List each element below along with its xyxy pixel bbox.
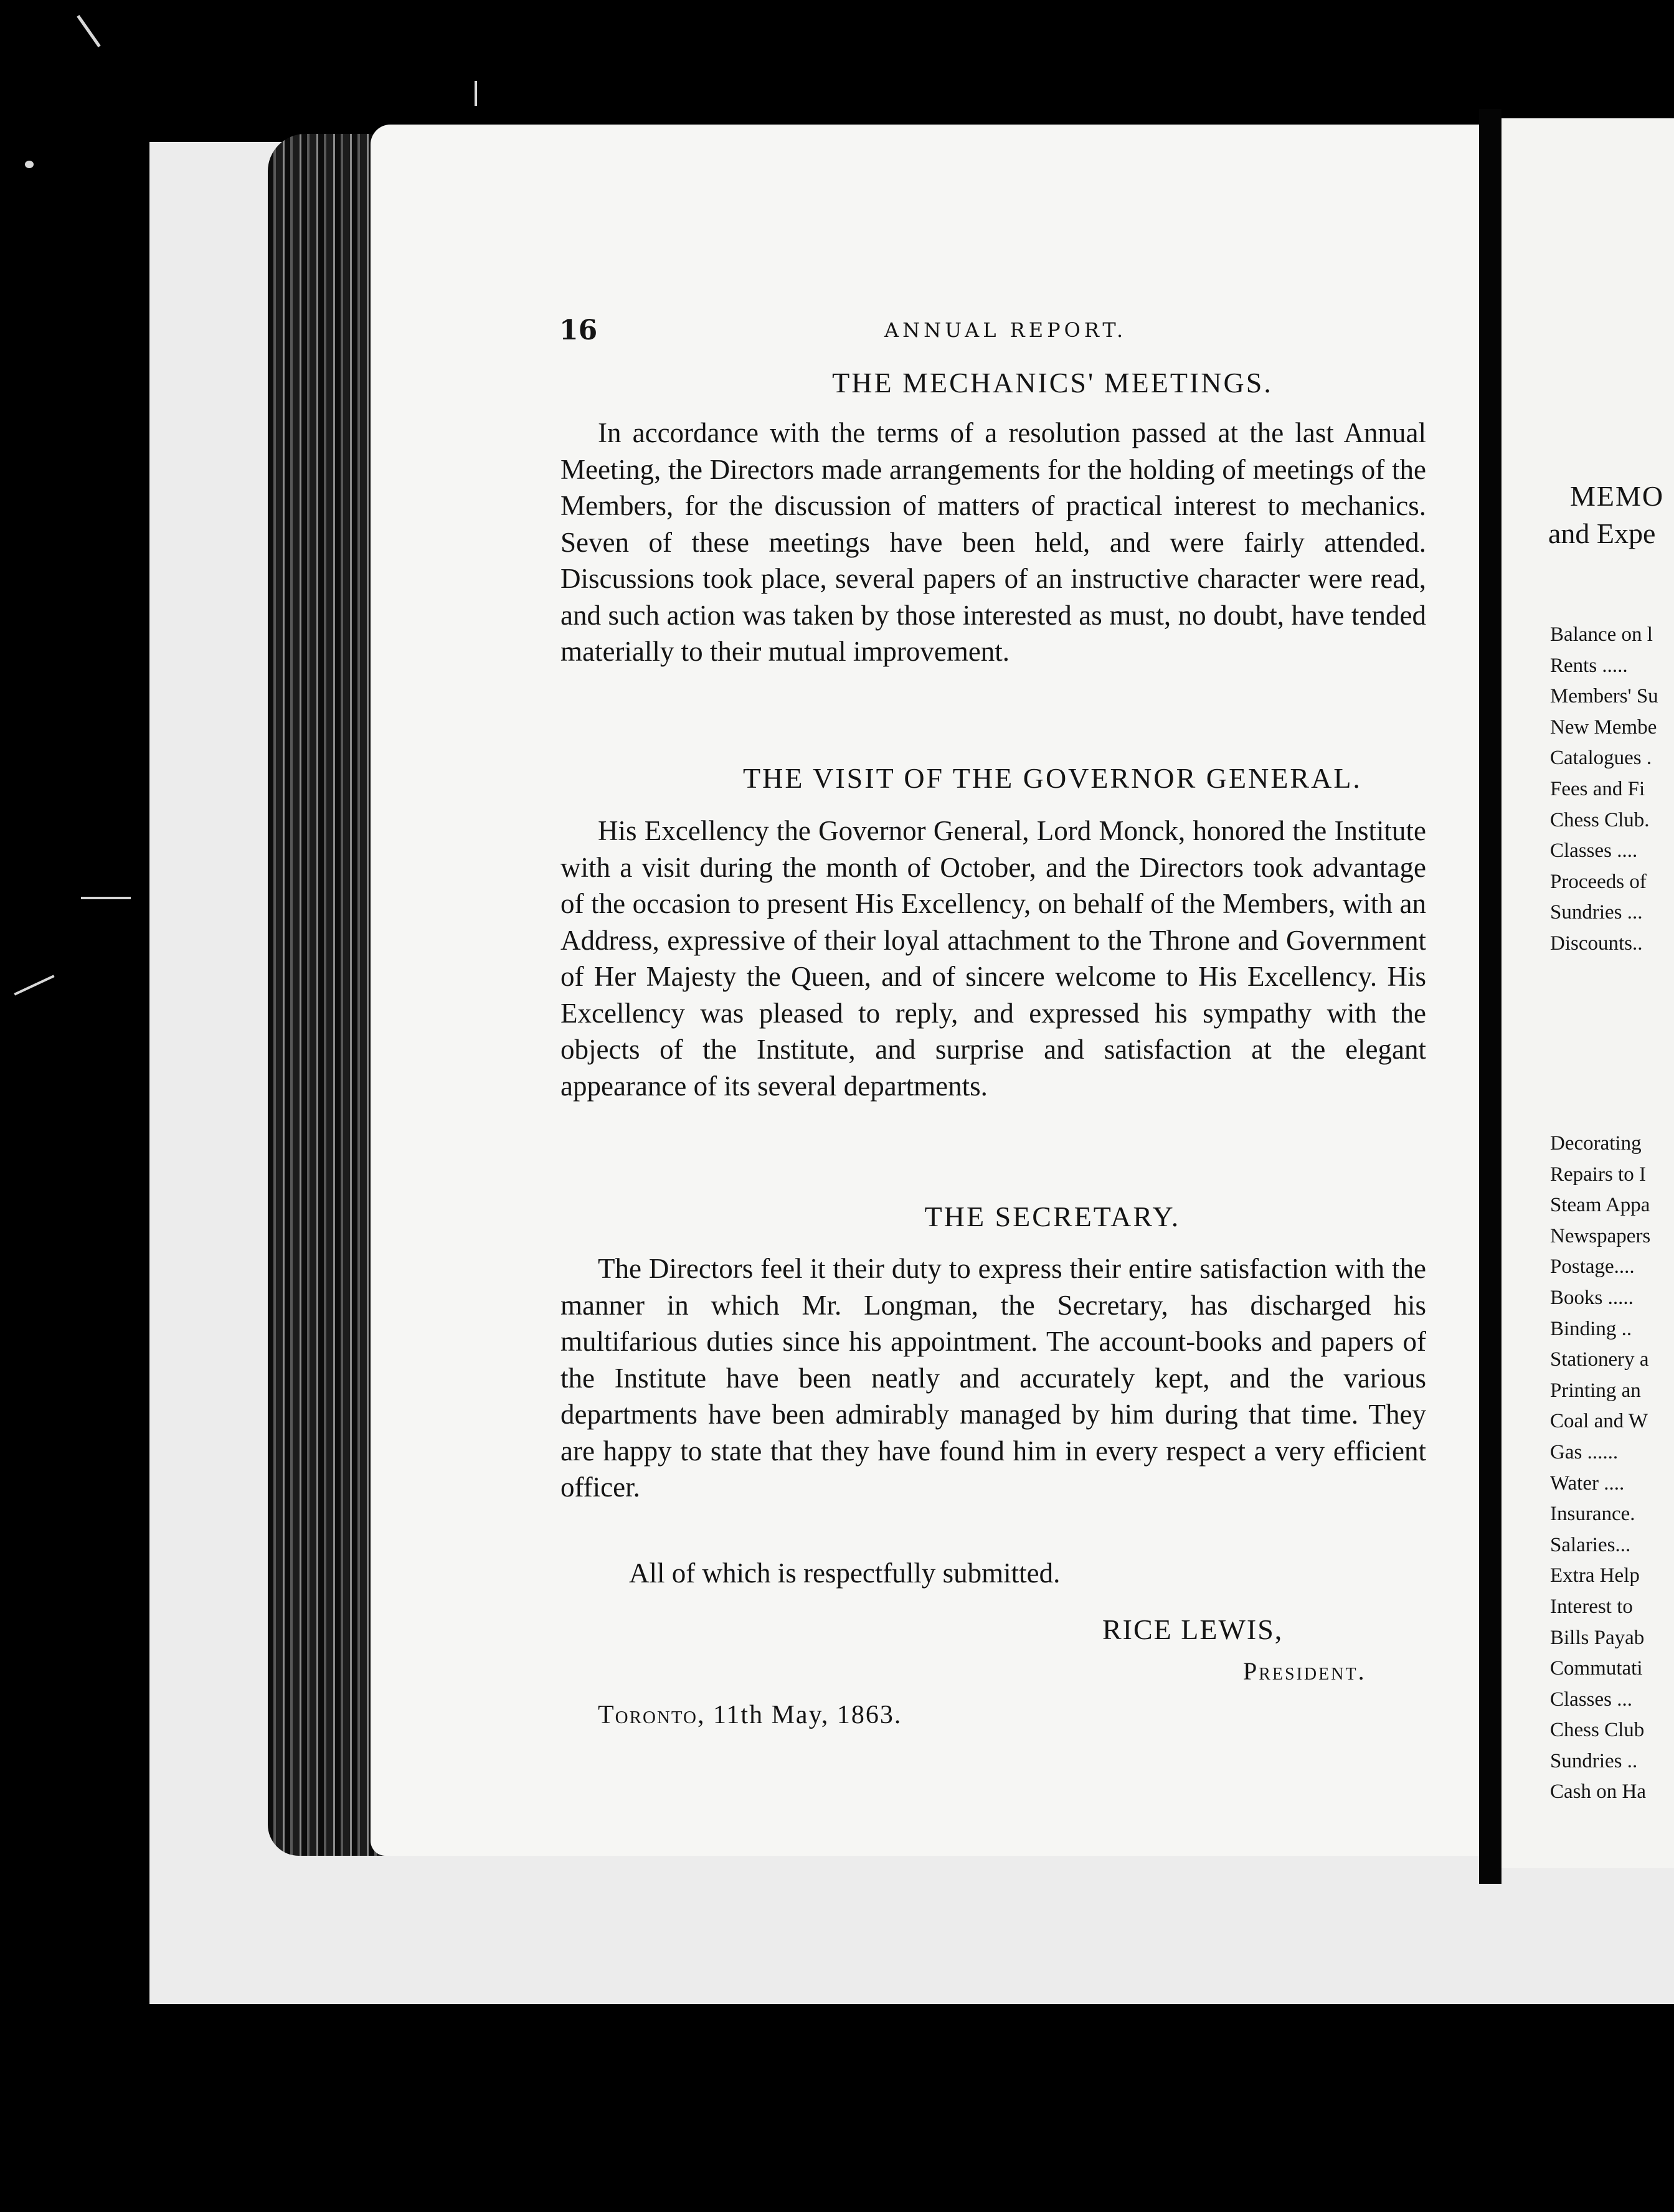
- ledger-item: Proceeds of: [1550, 870, 1647, 893]
- right-page-title: MEMO: [1570, 480, 1665, 512]
- signature-name: RICE LEWIS,: [1102, 1614, 1284, 1645]
- section-body-governor-visit: His Excellency the Governor General, Lord Monck, honored the Institute with a visit during the month of October, and the Directors took advantage of the occasion to present His Excellency, on behalf of the Members, with an Address, expressive of their loyal attachment to the Throne and Government of Her Majesty the Queen, and of sincere welcome to His Excellency. His Excellency was pleased to reply, and expressed his sympathy with the objects of the Institute, and surprise and satisfaction at the elegant appearance of its several departments.: [560, 815, 1426, 1102]
- ledger-item: Books .....: [1550, 1286, 1634, 1309]
- ledger-item: Cash on Ha: [1550, 1780, 1646, 1803]
- running-head: [0, 314, 1674, 352]
- ledger-item: Stationery a: [1550, 1348, 1649, 1371]
- ledger-item: Postage....: [1550, 1255, 1635, 1279]
- scan-speck: [81, 897, 131, 899]
- ledger-item: Decorating: [1550, 1132, 1642, 1155]
- ledger-item: Gas ......: [1550, 1440, 1619, 1463]
- ledger-item: New Membe: [1550, 716, 1657, 739]
- section-heading-secretary: THE SECRETARY.: [924, 1201, 1181, 1232]
- ledger-item: Sundries ..: [1550, 1749, 1638, 1772]
- dateline-place: Toronto,: [598, 1701, 706, 1729]
- ledger-item: Discounts..: [1550, 932, 1643, 955]
- ledger-item: Sundries ...: [1550, 901, 1643, 924]
- scan-speck: [14, 975, 54, 995]
- ledger-item: Binding ..: [1550, 1317, 1632, 1340]
- ledger-item: Members' Su: [1550, 685, 1658, 708]
- right-page-subtitle: and Expe: [1548, 518, 1656, 549]
- ledger-item: Extra Help: [1550, 1564, 1640, 1587]
- ledger-item: Balance on l: [1550, 623, 1653, 646]
- ledger-item: Classes ...: [1550, 1688, 1632, 1711]
- income-item-list: [1550, 620, 1658, 960]
- ledger-item: Chess Club.: [1550, 808, 1650, 831]
- ledger-item: Printing an: [1550, 1379, 1641, 1402]
- signature-title: President.: [1243, 1657, 1366, 1685]
- ledger-item: Steam Appa: [1550, 1194, 1650, 1217]
- scan-speck: [25, 161, 34, 168]
- ledger-item: Chess Club: [1550, 1719, 1645, 1742]
- ledger-item: Insurance.: [1550, 1503, 1635, 1526]
- expenditure-item-list: [1550, 1128, 1650, 1808]
- ledger-item: Interest to: [1550, 1595, 1633, 1618]
- ledger-item: Bills Payab: [1550, 1626, 1645, 1649]
- page-number: 16: [559, 314, 598, 346]
- scan-speck: [475, 81, 477, 106]
- ledger-item: Fees and Fi: [1550, 777, 1645, 800]
- ledger-item: Newspapers: [1550, 1224, 1651, 1247]
- running-title: ANNUAL REPORT.: [884, 318, 1127, 342]
- ledger-item: Commutati: [1550, 1657, 1643, 1680]
- section-body-secretary: The Directors feel it their duty to express their entire satisfaction with the manner in which Mr. Longman, the Secretary, has discharged his multifarious duties since his appointment. The account-books and papers of the Institute have been neatly and accurately kept, and the various departments have been admirably managed by him during that time. They are happy to state that they have found him in every respect a very efficient officer.: [560, 1253, 1426, 1503]
- section-heading-mechanics-meetings: THE MECHANICS' MEETINGS.: [832, 367, 1273, 399]
- section-body-mechanics-meetings: In accordance with the terms of a resolution passed at the last Annual Meeting, the Directors made arrangements for the holding of meetings of the Members, for the discussion of matters of practical interest to mechanics. Seven of these meetings have been held, and were fairly attended. Discussions took place, several papers of an instructive character were read, and such action was taken by those interested as must, no doubt, have tended materially to their mutual improvement.: [560, 417, 1426, 667]
- ledger-item: Catalogues .: [1550, 747, 1652, 770]
- section-heading-governor-visit: THE VISIT OF THE GOVERNOR GENERAL.: [743, 762, 1362, 794]
- ledger-item: Repairs to I: [1550, 1163, 1646, 1186]
- ledger-item: Classes ....: [1550, 839, 1638, 863]
- closing-line: All of which is respectfully submitted.: [629, 1557, 1061, 1589]
- book-page-edges: [268, 134, 386, 1856]
- dateline-date: 11th May, 1863.: [712, 1701, 902, 1729]
- scan-speck: [77, 15, 101, 47]
- ledger-item: Salaries...: [1550, 1533, 1631, 1556]
- dateline: [598, 1700, 902, 1730]
- ledger-item: Rents .....: [1550, 654, 1628, 677]
- ledger-item: Water ....: [1550, 1472, 1625, 1495]
- ledger-item: Coal and W: [1550, 1410, 1648, 1433]
